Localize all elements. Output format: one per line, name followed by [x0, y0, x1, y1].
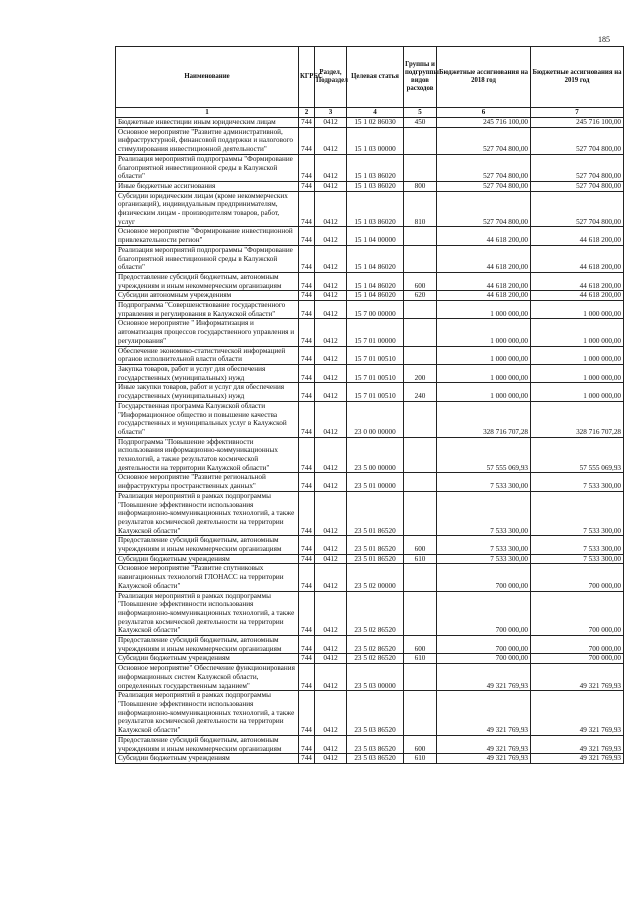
header-kgrbs: КГРБС: [299, 47, 315, 108]
row-name-cell: Иные бюджетные ассигнования: [116, 181, 299, 191]
row-target-cell: 15 7 01 00510: [347, 364, 404, 382]
row-section-cell: 0412: [315, 319, 347, 346]
row-kgrbs-cell: 744: [299, 272, 315, 290]
row-kgrbs-cell: 744: [299, 735, 315, 753]
row-group-cell: 450: [404, 118, 437, 128]
row-section-cell: 0412: [315, 591, 347, 636]
row-name-cell: Субсидии автономным учреждениям: [116, 291, 299, 301]
row-name-cell: Основное мероприятие" Обеспечение функционирования информационных систем Калужской области, определенных государственным заданием": [116, 664, 299, 691]
column-number: 6: [437, 108, 531, 118]
row-2019-cell: 7 533 300,00: [531, 536, 624, 554]
row-section-cell: 0412: [315, 118, 347, 128]
row-2019-cell: 7 533 300,00: [531, 491, 624, 536]
row-2018-cell: 527 704 800,00: [437, 154, 531, 181]
row-target-cell: 23 5 01 86520: [347, 554, 404, 564]
row-2018-cell: 527 704 800,00: [437, 127, 531, 154]
row-target-cell: 23 5 00 00000: [347, 437, 404, 473]
row-kgrbs-cell: 744: [299, 664, 315, 691]
row-section-cell: 0412: [315, 401, 347, 437]
row-2018-cell: 57 555 069,93: [437, 437, 531, 473]
row-group-cell: [404, 473, 437, 491]
row-group-cell: 600: [404, 536, 437, 554]
row-section-cell: 0412: [315, 491, 347, 536]
row-kgrbs-cell: 744: [299, 654, 315, 664]
table-row: [116, 401, 624, 437]
table-row: [116, 383, 624, 401]
row-2019-cell: 1 000 000,00: [531, 346, 624, 364]
row-name-cell: Субсидии бюджетным учреждениям: [116, 654, 299, 664]
table-row: [116, 154, 624, 181]
row-group-cell: [404, 245, 437, 272]
row-target-cell: 23 0 00 00000: [347, 401, 404, 437]
row-group-cell: [404, 401, 437, 437]
table-row: [116, 127, 624, 154]
row-name-cell: Субсидии бюджетным учреждениям: [116, 554, 299, 564]
row-2018-cell: 49 321 769,93: [437, 754, 531, 764]
budget-table: [115, 46, 624, 764]
table-row: [116, 301, 624, 319]
row-target-cell: 23 5 02 86520: [347, 636, 404, 654]
row-group-cell: 600: [404, 272, 437, 290]
row-group-cell: 610: [404, 554, 437, 564]
row-2019-cell: 7 533 300,00: [531, 554, 624, 564]
row-kgrbs-cell: 744: [299, 181, 315, 191]
page-number: 185: [598, 35, 610, 44]
row-target-cell: 15 1 04 86020: [347, 272, 404, 290]
row-2019-cell: 44 618 200,00: [531, 245, 624, 272]
table-row: [116, 636, 624, 654]
row-section-cell: 0412: [315, 691, 347, 736]
row-kgrbs-cell: 744: [299, 118, 315, 128]
row-group-cell: [404, 691, 437, 736]
header-name: Наименование: [116, 47, 299, 108]
row-target-cell: 23 5 02 00000: [347, 564, 404, 591]
row-kgrbs-cell: 744: [299, 754, 315, 764]
row-2019-cell: 700 000,00: [531, 564, 624, 591]
row-section-cell: 0412: [315, 154, 347, 181]
row-2018-cell: 700 000,00: [437, 636, 531, 654]
row-section-cell: 0412: [315, 127, 347, 154]
row-kgrbs-cell: 744: [299, 401, 315, 437]
row-2018-cell: 527 704 800,00: [437, 181, 531, 191]
table-row: [116, 181, 624, 191]
row-kgrbs-cell: 744: [299, 291, 315, 301]
row-kgrbs-cell: 744: [299, 536, 315, 554]
row-2019-cell: 49 321 769,93: [531, 754, 624, 764]
row-target-cell: 15 1 03 00000: [347, 127, 404, 154]
row-2019-cell: 245 716 100,00: [531, 118, 624, 128]
table-row: [116, 735, 624, 753]
row-section-cell: 0412: [315, 564, 347, 591]
header-section: Раздел, Подраздел: [315, 47, 347, 108]
table-body: [116, 118, 624, 764]
row-2018-cell: 245 716 100,00: [437, 118, 531, 128]
row-section-cell: 0412: [315, 245, 347, 272]
row-kgrbs-cell: 744: [299, 245, 315, 272]
row-2019-cell: 328 716 707,28: [531, 401, 624, 437]
row-target-cell: 23 5 01 00000: [347, 473, 404, 491]
row-target-cell: 23 5 03 86520: [347, 735, 404, 753]
row-section-cell: 0412: [315, 364, 347, 382]
table-row: [116, 554, 624, 564]
row-target-cell: 15 1 03 86020: [347, 181, 404, 191]
row-kgrbs-cell: 744: [299, 301, 315, 319]
row-name-cell: Основное мероприятие "Развитие региональной инфраструктуры пространственных данных": [116, 473, 299, 491]
table-row: [116, 654, 624, 664]
table-row: [116, 118, 624, 128]
row-name-cell: Предоставление субсидий бюджетным, автономным учреждениям и иным некоммерческим организациям: [116, 272, 299, 290]
row-target-cell: 15 1 03 86020: [347, 191, 404, 227]
table-row: [116, 664, 624, 691]
row-kgrbs-cell: 744: [299, 191, 315, 227]
row-section-cell: 0412: [315, 383, 347, 401]
row-section-cell: 0412: [315, 272, 347, 290]
row-name-cell: Реализация мероприятий подпрограммы "Формирование благоприятной инвестиционной среды в Калужской области": [116, 245, 299, 272]
row-kgrbs-cell: 744: [299, 319, 315, 346]
row-group-cell: [404, 154, 437, 181]
row-name-cell: Подпрограмма "Повышение эффективности использования информационно-коммуникационных технологий, а также результатов космической деятельности на территории Калужской области": [116, 437, 299, 473]
row-section-cell: 0412: [315, 181, 347, 191]
row-2018-cell: 49 321 769,93: [437, 664, 531, 691]
row-section-cell: 0412: [315, 554, 347, 564]
row-2019-cell: 49 321 769,93: [531, 691, 624, 736]
row-group-cell: 810: [404, 191, 437, 227]
table-row: [116, 691, 624, 736]
row-group-cell: [404, 664, 437, 691]
column-number: 7: [531, 108, 624, 118]
row-name-cell: Реализация мероприятий в рамках подпрограммы "Повышение эффективности использования информационно-коммуникационных технологий, а также результатов космической деятельности на территории Калужской области": [116, 491, 299, 536]
row-kgrbs-cell: 744: [299, 127, 315, 154]
row-2018-cell: 700 000,00: [437, 564, 531, 591]
row-name-cell: Реализация мероприятий подпрограммы "Формирование благоприятной инвестиционной среды в Калужской области": [116, 154, 299, 181]
row-target-cell: 15 7 01 00510: [347, 383, 404, 401]
row-name-cell: Государственная программа Калужской области "Информационное общество и повышение качества государственных и муниципальных услуг в Калужской области": [116, 401, 299, 437]
row-group-cell: [404, 564, 437, 591]
row-group-cell: [404, 591, 437, 636]
table-row: [116, 364, 624, 382]
column-number: 1: [116, 108, 299, 118]
table-row: [116, 191, 624, 227]
row-2019-cell: 527 704 800,00: [531, 154, 624, 181]
row-name-cell: Основное мероприятие " Информатизация и автоматизация процессов государственного управления и регулирования": [116, 319, 299, 346]
row-group-cell: 800: [404, 181, 437, 191]
column-number: 2: [299, 108, 315, 118]
row-kgrbs-cell: 744: [299, 564, 315, 591]
table-row: [116, 319, 624, 346]
row-kgrbs-cell: 744: [299, 554, 315, 564]
row-2019-cell: 700 000,00: [531, 591, 624, 636]
row-group-cell: [404, 127, 437, 154]
row-2018-cell: 7 533 300,00: [437, 473, 531, 491]
row-2019-cell: 527 704 800,00: [531, 191, 624, 227]
row-2018-cell: 328 716 707,28: [437, 401, 531, 437]
row-2019-cell: 57 555 069,93: [531, 437, 624, 473]
row-kgrbs-cell: 744: [299, 364, 315, 382]
row-kgrbs-cell: 744: [299, 346, 315, 364]
row-2019-cell: 1 000 000,00: [531, 383, 624, 401]
row-2019-cell: 44 618 200,00: [531, 291, 624, 301]
row-name-cell: Основное мероприятие "Развитие административной, инфраструктурной, финансовой поддержки и налогового стимулирования инвестиционной деятельности": [116, 127, 299, 154]
row-target-cell: 15 7 01 00510: [347, 346, 404, 364]
table-row: [116, 227, 624, 245]
row-name-cell: Предоставление субсидий бюджетным, автономным учреждениям и иным некоммерческим организациям: [116, 536, 299, 554]
row-2019-cell: 527 704 800,00: [531, 181, 624, 191]
row-group-cell: [404, 319, 437, 346]
row-2019-cell: 44 618 200,00: [531, 227, 624, 245]
row-2018-cell: 1 000 000,00: [437, 301, 531, 319]
row-section-cell: 0412: [315, 636, 347, 654]
row-group-cell: 610: [404, 654, 437, 664]
table-row: [116, 754, 624, 764]
row-name-cell: Реализация мероприятий в рамках подпрограммы "Повышение эффективности использования информационно-коммуникационных технологий, а также результатов космической деятельности на территории Калужской области": [116, 691, 299, 736]
row-section-cell: 0412: [315, 227, 347, 245]
row-2018-cell: 7 533 300,00: [437, 536, 531, 554]
row-2019-cell: 44 618 200,00: [531, 272, 624, 290]
row-group-cell: [404, 301, 437, 319]
row-target-cell: 15 1 03 86020: [347, 154, 404, 181]
row-kgrbs-cell: 744: [299, 591, 315, 636]
row-name-cell: Бюджетные инвестиции иным юридическим лицам: [116, 118, 299, 128]
row-section-cell: 0412: [315, 735, 347, 753]
row-kgrbs-cell: 744: [299, 636, 315, 654]
row-group-cell: [404, 491, 437, 536]
row-group-cell: 200: [404, 364, 437, 382]
row-kgrbs-cell: 744: [299, 473, 315, 491]
row-2018-cell: 49 321 769,93: [437, 691, 531, 736]
table-row: [116, 245, 624, 272]
row-2018-cell: 1 000 000,00: [437, 346, 531, 364]
row-target-cell: 23 5 01 86520: [347, 491, 404, 536]
row-section-cell: 0412: [315, 191, 347, 227]
row-name-cell: Подпрограмма "Совершенствование государственного управления и регулирования в Калужской области": [116, 301, 299, 319]
row-section-cell: 0412: [315, 301, 347, 319]
row-section-cell: 0412: [315, 437, 347, 473]
row-kgrbs-cell: 744: [299, 491, 315, 536]
row-name-cell: Основное мероприятие "Формирование инвестиционной привлекательности регион": [116, 227, 299, 245]
row-2018-cell: 44 618 200,00: [437, 291, 531, 301]
row-kgrbs-cell: 744: [299, 154, 315, 181]
row-name-cell: Основное мероприятие "Развитие спутниковых навигационных технологий ГЛОНАСС на территории Калужской области": [116, 564, 299, 591]
row-name-cell: Обеспечение экономико-статистической информацией органов исполнительной власти области: [116, 346, 299, 364]
row-2019-cell: 49 321 769,93: [531, 664, 624, 691]
row-name-cell: Предоставление субсидий бюджетным, автономным учреждениям и иным некоммерческим организациям: [116, 636, 299, 654]
row-2018-cell: 44 618 200,00: [437, 227, 531, 245]
row-2019-cell: 1 000 000,00: [531, 301, 624, 319]
row-2019-cell: 700 000,00: [531, 636, 624, 654]
table-row: [116, 564, 624, 591]
row-kgrbs-cell: 744: [299, 227, 315, 245]
row-2019-cell: 527 704 800,00: [531, 127, 624, 154]
row-2019-cell: 1 000 000,00: [531, 319, 624, 346]
row-target-cell: 15 1 02 86030: [347, 118, 404, 128]
row-group-cell: 600: [404, 636, 437, 654]
row-2018-cell: 44 618 200,00: [437, 272, 531, 290]
row-2018-cell: 44 618 200,00: [437, 245, 531, 272]
row-2018-cell: 49 321 769,93: [437, 735, 531, 753]
row-name-cell: Иные закупки товаров, работ и услуг для обеспечения государственных (муниципальных) нужд: [116, 383, 299, 401]
row-target-cell: 23 5 02 86520: [347, 654, 404, 664]
table-header: [116, 47, 624, 118]
header-group: Группы и подгруппы видов расходов: [404, 47, 437, 108]
row-group-cell: [404, 227, 437, 245]
row-target-cell: 23 5 01 86520: [347, 536, 404, 554]
row-group-cell: 620: [404, 291, 437, 301]
table-row: [116, 536, 624, 554]
column-numbers-row: [116, 108, 624, 118]
row-2019-cell: 49 321 769,93: [531, 735, 624, 753]
table-row: [116, 591, 624, 636]
row-2018-cell: 1 000 000,00: [437, 364, 531, 382]
row-kgrbs-cell: 744: [299, 691, 315, 736]
row-2019-cell: 1 000 000,00: [531, 364, 624, 382]
row-2018-cell: 700 000,00: [437, 654, 531, 664]
row-2018-cell: 7 533 300,00: [437, 491, 531, 536]
row-group-cell: [404, 437, 437, 473]
row-group-cell: 240: [404, 383, 437, 401]
row-target-cell: 15 7 01 00000: [347, 319, 404, 346]
row-section-cell: 0412: [315, 754, 347, 764]
row-group-cell: 610: [404, 754, 437, 764]
row-2018-cell: 1 000 000,00: [437, 383, 531, 401]
row-group-cell: 600: [404, 735, 437, 753]
row-2018-cell: 7 533 300,00: [437, 554, 531, 564]
row-2018-cell: 527 704 800,00: [437, 191, 531, 227]
row-section-cell: 0412: [315, 654, 347, 664]
row-section-cell: 0412: [315, 346, 347, 364]
row-2018-cell: 700 000,00: [437, 591, 531, 636]
row-name-cell: Реализация мероприятий в рамках подпрограммы "Повышение эффективности использования информационно-коммуникационных технологий, а также результатов космической деятельности на территории Калужской области": [116, 591, 299, 636]
row-name-cell: Закупка товаров, работ и услуг для обеспечения государственных (муниципальных) нужд: [116, 364, 299, 382]
column-number: 4: [347, 108, 404, 118]
row-kgrbs-cell: 744: [299, 437, 315, 473]
table-row: [116, 291, 624, 301]
table-row: [116, 491, 624, 536]
row-2018-cell: 1 000 000,00: [437, 319, 531, 346]
header-2019: Бюджетные ассигнования на 2019 год: [531, 47, 624, 108]
row-section-cell: 0412: [315, 536, 347, 554]
row-target-cell: 23 5 03 86520: [347, 754, 404, 764]
row-group-cell: [404, 346, 437, 364]
row-section-cell: 0412: [315, 473, 347, 491]
row-name-cell: Субсидии юридическим лицам (кроме некоммерческих организаций), индивидуальным предпринимателям, физическим лицам - производителям товаров, работ, услуг: [116, 191, 299, 227]
row-target-cell: 23 5 03 00000: [347, 664, 404, 691]
row-section-cell: 0412: [315, 664, 347, 691]
row-target-cell: 15 1 04 86020: [347, 291, 404, 301]
column-number: 3: [315, 108, 347, 118]
row-target-cell: 23 5 02 86520: [347, 591, 404, 636]
table-row: [116, 346, 624, 364]
row-target-cell: 15 1 04 86020: [347, 245, 404, 272]
column-number: 5: [404, 108, 437, 118]
row-name-cell: Предоставление субсидий бюджетным, автономным учреждениям и иным некоммерческим организациям: [116, 735, 299, 753]
row-target-cell: 23 5 03 86520: [347, 691, 404, 736]
row-kgrbs-cell: 744: [299, 383, 315, 401]
row-target-cell: 15 7 00 00000: [347, 301, 404, 319]
header-2018: Бюджетные ассигнования на 2018 год: [437, 47, 531, 108]
header-target: Целевая статья: [347, 47, 404, 108]
row-2019-cell: 700 000,00: [531, 654, 624, 664]
table-row: [116, 272, 624, 290]
table-row: [116, 473, 624, 491]
row-section-cell: 0412: [315, 291, 347, 301]
row-target-cell: 15 1 04 00000: [347, 227, 404, 245]
row-2019-cell: 7 533 300,00: [531, 473, 624, 491]
table-row: [116, 437, 624, 473]
row-name-cell: Субсидии бюджетным учреждениям: [116, 754, 299, 764]
